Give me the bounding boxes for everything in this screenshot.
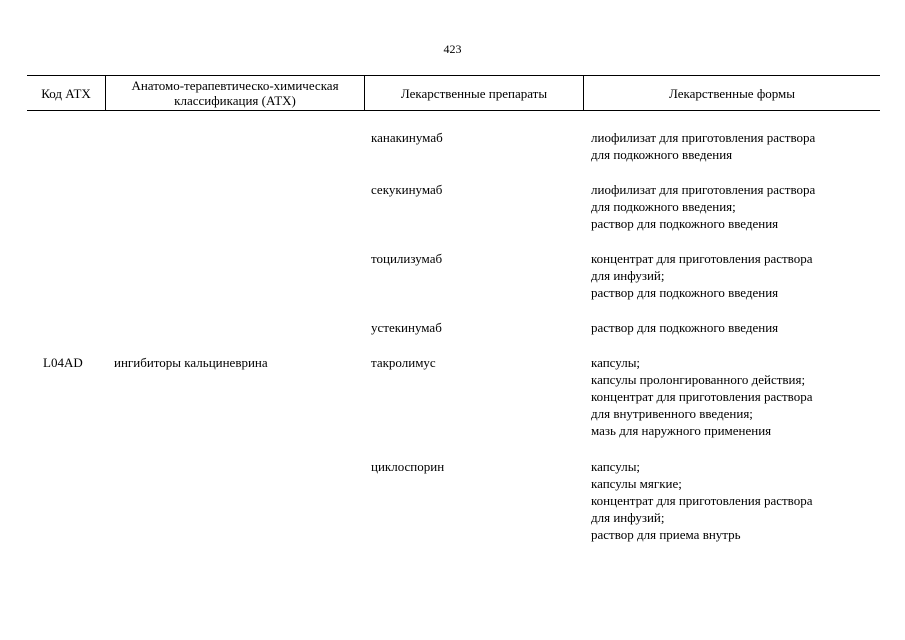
- header-atc-line1: Анатомо-терапевтическо-химическая: [131, 78, 339, 93]
- drug-name: циклоспорин: [371, 459, 445, 474]
- header-code: [27, 76, 105, 110]
- drug-name: секукинумаб: [371, 182, 443, 197]
- dosage-form-line: раствор для подкожного введения: [591, 285, 779, 300]
- dosage-form-line: для инфузий;: [591, 268, 665, 283]
- header-drugs: [365, 76, 583, 110]
- page-number: 423: [443, 42, 462, 56]
- dosage-forms: [591, 129, 815, 163]
- drug-name: тоцилизумаб: [371, 251, 443, 266]
- dosage-form-line: концентрат для приготовления раствора: [591, 251, 813, 266]
- drug-name: такролимус: [371, 355, 436, 370]
- header-forms: [584, 76, 880, 110]
- atc-classification: ингибиторы кальциневрина: [114, 355, 268, 370]
- dosage-form-line: концентрат для приготовления раствора: [591, 493, 813, 508]
- dosage-form-line: лиофилизат для приготовления раствора: [591, 182, 816, 197]
- atc-code: L04AD: [43, 355, 83, 370]
- header-forms-label: Лекарственные формы: [668, 85, 796, 101]
- dosage-form-line: концентрат для приготовления раствора: [591, 389, 813, 404]
- dosage-form-line: капсулы;: [591, 459, 641, 474]
- dosage-form-line: раствор для приема внутрь: [591, 527, 741, 542]
- dosage-form-line: для подкожного введения: [591, 147, 733, 162]
- drug-name: канакинумаб: [371, 130, 443, 145]
- dosage-form-line: для инфузий;: [591, 510, 665, 525]
- dosage-form-line: раствор для подкожного введения: [591, 320, 779, 335]
- drug-name: устекинумаб: [371, 320, 442, 335]
- dosage-form-line: для подкожного введения;: [591, 199, 736, 214]
- dosage-forms: [591, 319, 778, 336]
- header-atc: [106, 76, 364, 110]
- dosage-forms: [591, 354, 813, 439]
- dosage-form-line: для внутривенного введения;: [591, 406, 753, 421]
- dosage-form-line: раствор для подкожного введения: [591, 216, 779, 231]
- dosage-form-line: капсулы мягкие;: [591, 476, 682, 491]
- header-code-label: Код АТХ: [41, 85, 91, 101]
- dosage-form-line: капсулы;: [591, 355, 641, 370]
- dosage-form-line: мазь для наружного применения: [591, 423, 772, 438]
- dosage-forms: [591, 250, 813, 301]
- header-drugs-label: Лекарственные препараты: [400, 85, 548, 101]
- header-atc-line2: классификация (АТХ): [174, 93, 296, 108]
- dosage-forms: [591, 181, 815, 232]
- dosage-forms: [591, 458, 813, 543]
- dosage-form-line: капсулы пролонгированного действия;: [591, 372, 806, 387]
- dosage-form-line: лиофилизат для приготовления раствора: [591, 130, 816, 145]
- header-bottom-rule: [27, 110, 880, 111]
